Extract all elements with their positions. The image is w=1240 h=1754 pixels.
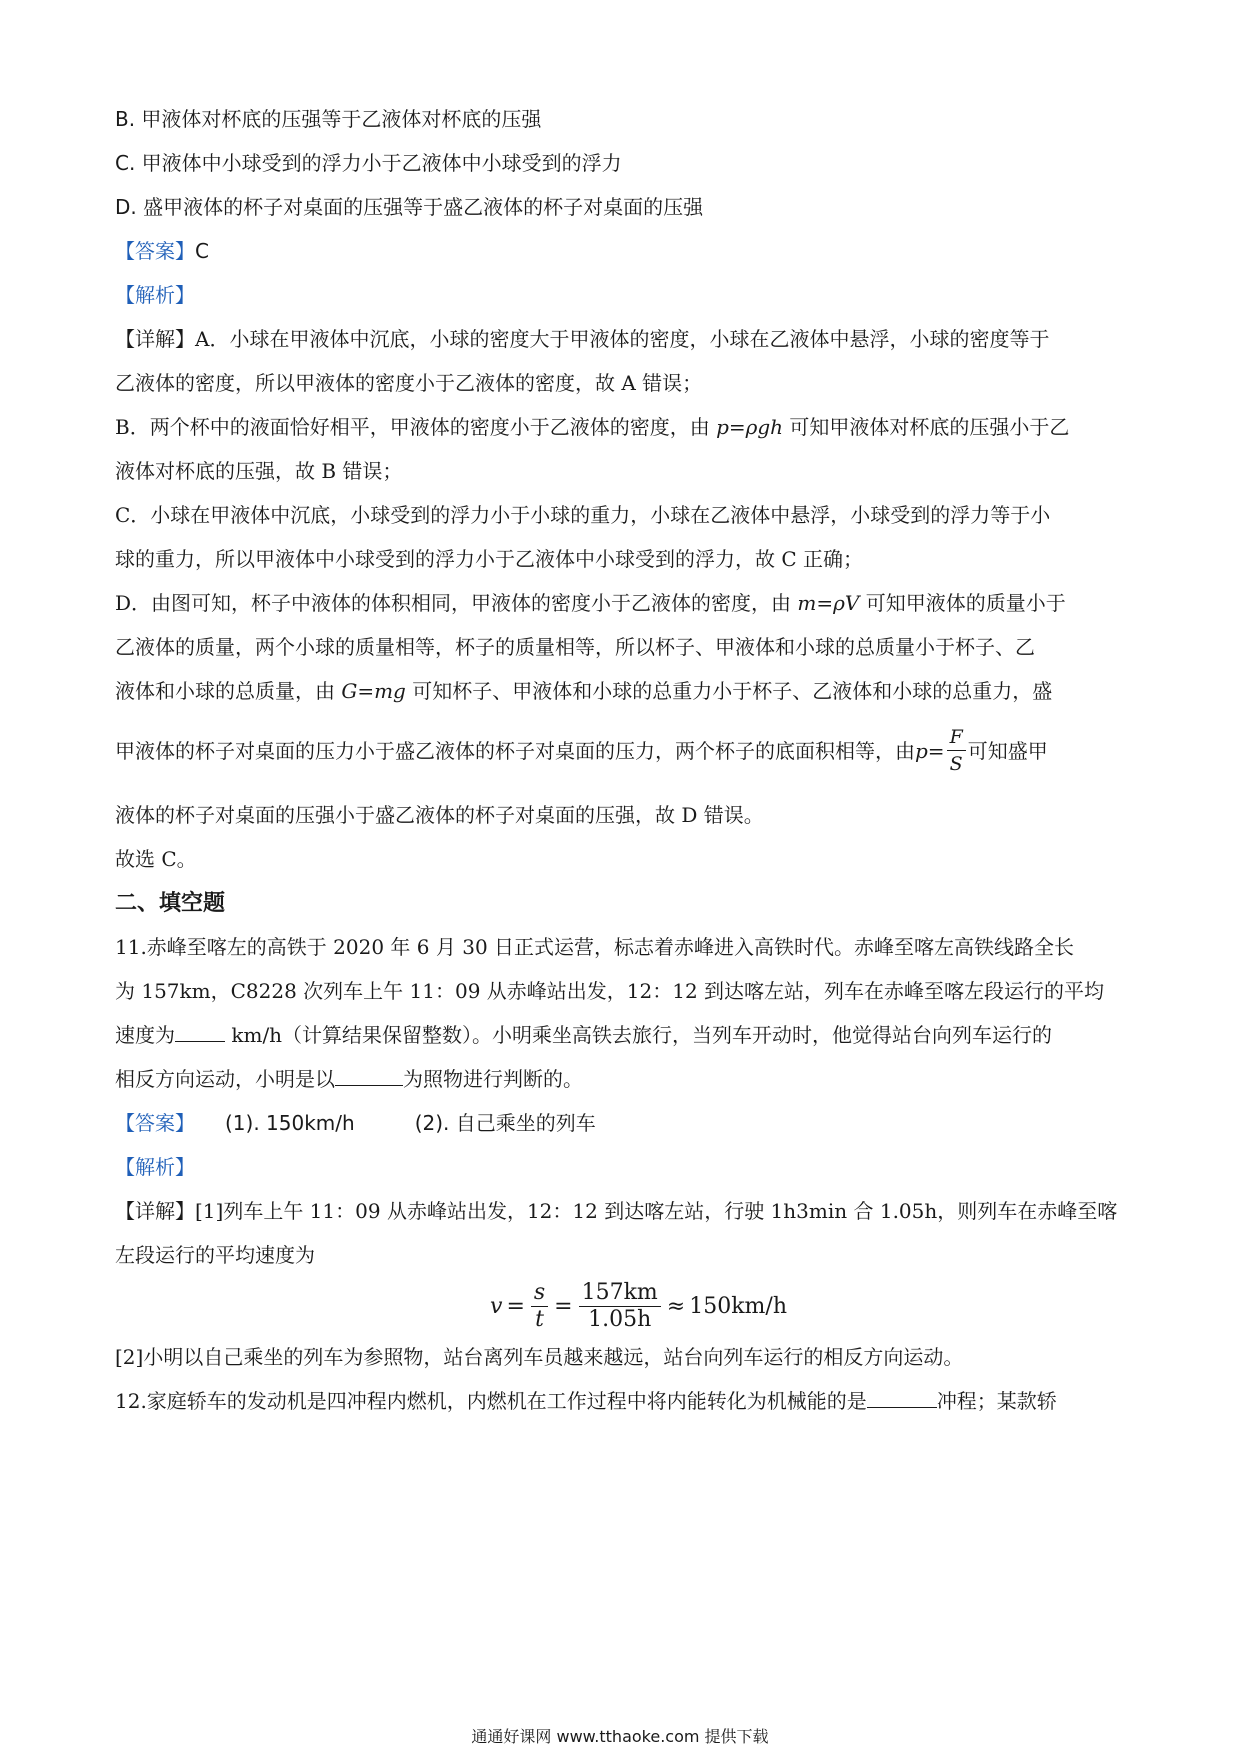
page-footer: 通通好课网 www.tthaoke.com 提供下载 [471,1727,769,1746]
text-segment: 可知杯子、甲液体和小球的总重力小于杯子、乙液体和小球的总重力，盛 [405,679,1053,703]
speed-formula [490,1280,787,1333]
formula-fraction-st [531,1280,548,1333]
answer-blank [335,1065,403,1086]
option-c: C. 甲液体中小球受到的浮力小于乙液体中小球受到的浮力 [115,151,622,175]
answer-1: (1). 150km/h [225,1111,355,1135]
q11-detail-line: 【详解】[1]列车上午 11：09 从赤峰站出发，12：12 到达喀左站，行驶 1h3min 合 1.05h，则列车在赤峰至喀 [115,1199,1118,1223]
answer-tag: 【答案】 [115,1111,195,1135]
text-segment: 速度为 [115,1023,175,1047]
q10-detail-line [115,724,1048,777]
text-segment: 液体和小球的总质量，由 [115,679,342,703]
q11-answer [115,1108,596,1138]
option-d: D. 盛甲液体的杯子对桌面的压强等于盛乙液体的杯子对桌面的压强 [115,195,704,219]
q11-analysis-tag [115,1152,195,1182]
fraction-numerator: F [947,724,966,751]
text-segment: 可知甲液体的质量小于 [859,591,1066,615]
answer-tag: 【答案】 [115,239,195,263]
formula-v: v [490,1294,503,1319]
fraction-denominator: t [535,1307,544,1332]
answer-2: (2). 自己乘坐的列车 [414,1111,596,1135]
option-b: B. 甲液体对杯底的压强等于乙液体对杯底的压强 [115,107,542,131]
q10-detail-line [115,676,1052,706]
answer-value: C [195,239,209,263]
text-segment: D．由图可知，杯子中液体的体积相同，甲液体的密度小于乙液体的密度，由 [115,591,798,615]
text-segment: B．两个杯中的液面恰好相平，甲液体的密度小于乙液体的密度，由 [115,415,717,439]
q10-detail-line: 乙液体的密度，所以甲液体的密度小于乙液体的密度，故 A 错误； [115,371,703,395]
analysis-tag: 【解析】 [115,283,195,307]
q11-line [115,1020,1052,1050]
text-segment: 可知盛甲 [967,738,1048,763]
text-segment: 12.家庭轿车的发动机是四冲程内燃机，内燃机在工作过程中将内能转化为机械能的是 [115,1389,867,1413]
weight-formula: G=mg [341,679,406,703]
q12-line [115,1386,1057,1416]
text-segment: 甲液体的杯子对桌面的压力小于盛乙液体的杯子对桌面的压力，两个杯子的底面积相等，由 [115,738,915,763]
q10-detail-line: 【详解】A．小球在甲液体中沉底，小球的密度大于甲液体的密度，小球在乙液体中悬浮，小球的密度等于 [115,327,1050,351]
q10-detail-line: 乙液体的质量，两个小球的质量相等，杯子的质量相等，所以杯子、甲液体和小球的总质量小于杯子、乙 [115,635,1035,659]
q10-detail-line: 球的重力，所以甲液体中小球受到的浮力小于乙液体中小球受到的浮力，故 C 正确； [115,547,864,571]
q11-line: 11.赤峰至喀左的高铁于 2020 年 6 月 30 日正式运营，标志着赤峰进入高铁时代。赤峰至喀左高铁线路全长 [115,935,1075,959]
mass-formula: m=ρV [797,591,860,615]
formula-result: 150km/h [689,1294,787,1319]
q10-conclusion: 故选 C。 [115,847,197,871]
q10-detail-line [115,412,1069,442]
formula-equals: = [554,1294,573,1319]
text-segment: km/h（计算结果保留整数）。小明乘坐高铁去旅行，当列车开动时，他觉得站台向列车运行的 [225,1023,1053,1047]
pressure-p: p= [915,738,945,763]
answer-blank [867,1387,937,1408]
q10-detail-line: C．小球在甲液体中沉底，小球受到的浮力小于小球的重力，小球在乙液体中悬浮，小球受到的浮力等于小 [115,503,1051,527]
pressure-fraction [947,724,966,777]
q10-detail-line: 液体的杯子对桌面的压强小于盛乙液体的杯子对桌面的压强，故 D 错误。 [115,803,764,827]
formula-approx: ≈ [666,1294,686,1319]
fraction-numerator: s [531,1280,548,1307]
section-title: 二、填空题 [115,890,226,916]
q11-line [115,1064,583,1094]
q10-detail-line [115,588,1066,618]
q10-answer [115,236,209,266]
q10-analysis-tag [115,280,195,310]
fraction-denominator: 1.05h [588,1307,652,1332]
text-segment: 可知甲液体对杯底的压强小于乙 [783,415,1070,439]
pressure-formula: p=ρgh [716,415,784,439]
q11-line: 为 157km，C8228 次列车上午 11：09 从赤峰站出发，12：12 到达喀左站，列车在赤峰至喀左段运行的平均 [115,979,1105,1003]
formula-equals: = [506,1294,525,1319]
fraction-numerator: 157km [579,1280,661,1307]
q10-detail-line: 液体对杯底的压强，故 B 错误； [115,459,403,483]
answer-blank [175,1021,225,1042]
text-segment: 为照物进行判断的。 [403,1067,583,1091]
q11-detail-line: 左段运行的平均速度为 [115,1243,315,1267]
text-segment: 冲程；某款轿 [936,1389,1057,1413]
formula-fraction-values [579,1280,661,1333]
fraction-denominator: S [949,753,963,775]
text-segment: 相反方向运动，小明是以 [115,1067,335,1091]
analysis-tag: 【解析】 [115,1155,195,1179]
q11-detail-line: [2]小明以自己乘坐的列车为参照物，站台离列车员越来越远，站台向列车运行的相反方向运动。 [115,1345,964,1369]
